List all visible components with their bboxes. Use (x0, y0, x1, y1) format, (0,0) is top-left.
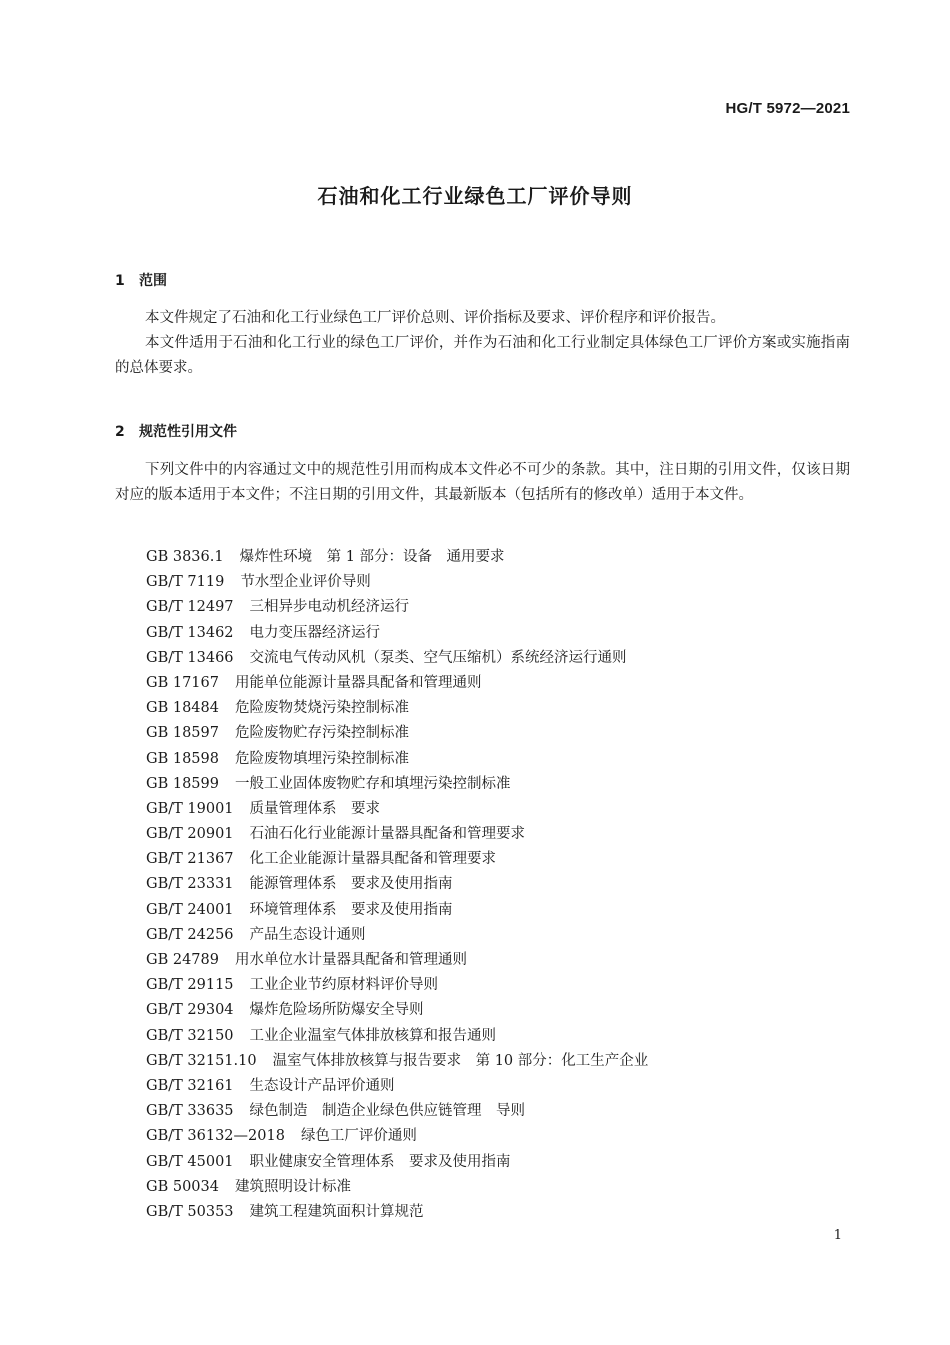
reference-code: GB/T 19001 (146, 800, 234, 817)
reference-item (146, 822, 648, 847)
reference-code: GB/T 12497 (146, 599, 234, 616)
reference-code: GB/T 33635 (146, 1103, 234, 1120)
reference-title: 电力变压器经济运行 (249, 624, 381, 641)
reference-item (146, 570, 648, 595)
reference-code: GB 18598 (146, 750, 219, 767)
reference-item (146, 1150, 648, 1175)
reference-item (146, 545, 648, 570)
reference-code: GB/T 7119 (146, 574, 225, 591)
reference-item (146, 1124, 648, 1149)
reference-item (146, 1175, 648, 1200)
reference-code: GB/T 21367 (146, 851, 234, 868)
reference-code: GB/T 29115 (146, 977, 234, 994)
reference-title: 建筑工程建筑面积计算规范 (249, 1203, 424, 1220)
section-number: 2 (115, 424, 125, 440)
reference-item (146, 646, 648, 671)
reference-title: 绿色制造 制造企业绿色供应链管理 导则 (249, 1103, 526, 1120)
reference-code: GB/T 24256 (146, 926, 234, 943)
reference-code: GB/T 24001 (146, 901, 234, 918)
reference-title: 质量管理体系 要求 (249, 800, 381, 817)
reference-item (146, 948, 648, 973)
page-number: 1 (833, 1228, 842, 1243)
reference-item (146, 973, 648, 998)
reference-title: 危险废物贮存污染控制标准 (234, 725, 409, 742)
reference-title: 工业企业温室气体排放核算和报告通则 (249, 1027, 497, 1044)
reference-title: 能源管理体系 要求及使用指南 (249, 876, 453, 893)
reference-item (146, 772, 648, 797)
paragraph: 下列文件中的内容通过文中的规范性引用而构成本文件必不可少的条款。其中，注日期的引用文件，仅该日期对应的版本适用于本文件；不注日期的引用文件，其最新版本（包括所有的修改单）适用于本文件。 (115, 462, 850, 503)
reference-code: GB 3836.1 (146, 549, 224, 565)
reference-item (146, 998, 648, 1023)
reference-title: 爆炸性环境 第 1 部分：设备 通用要求 (239, 549, 505, 565)
reference-item (146, 847, 648, 872)
reference-title: 用水单位水计量器具配备和管理通则 (234, 952, 467, 968)
reference-title: 石油石化行业能源计量器具配备和管理要求 (249, 826, 526, 843)
reference-code: GB/T 13466 (146, 649, 234, 666)
reference-code: GB 50034 (146, 1178, 219, 1195)
reference-item (146, 1074, 648, 1099)
reference-item (146, 1099, 648, 1124)
reference-code: GB/T 32150 (146, 1027, 234, 1044)
reference-title: 交流电气传动风机（泵类、空气压缩机）系统经济运行通则 (249, 649, 627, 666)
reference-item (146, 671, 648, 696)
reference-code: GB/T 50353 (146, 1203, 234, 1220)
reference-code: GB/T 29304 (146, 1002, 234, 1019)
reference-item (146, 1049, 648, 1074)
reference-item (146, 1200, 648, 1225)
document-title: 石油和化工行业绿色工厂评价导则 (317, 184, 633, 208)
reference-code: GB/T 45001 (146, 1153, 234, 1170)
reference-title: 生态设计产品评价通则 (249, 1077, 395, 1094)
reference-item (146, 1024, 648, 1049)
reference-item (146, 595, 648, 620)
reference-code: GB 18599 (146, 775, 219, 792)
reference-code: GB 17167 (146, 674, 219, 691)
reference-title: 三相异步电动机经济运行 (249, 599, 410, 616)
reference-code: GB/T 36132—2018 (146, 1128, 285, 1145)
section-heading-scope (115, 270, 167, 290)
paragraph: 本文件适用于石油和化工行业的绿色工厂评价，并作为石油和化工行业制定具体绿色工厂评价方案或实施指南的总体要求。 (115, 335, 850, 376)
reference-code: GB 18484 (146, 700, 219, 717)
reference-item (146, 747, 648, 772)
reference-title: 危险废物填埋污染控制标准 (234, 750, 409, 767)
reference-code: GB/T 20901 (146, 826, 234, 843)
reference-item (146, 898, 648, 923)
reference-title: 爆炸危险场所防爆安全导则 (249, 1002, 424, 1019)
reference-title: 节水型企业评价导则 (240, 574, 371, 591)
standard-code: HG/T 5972—2021 (725, 100, 850, 117)
reference-item (146, 872, 648, 897)
reference-title: 环境管理体系 要求及使用指南 (249, 901, 453, 918)
reference-code: GB/T 32151.10 (146, 1052, 257, 1069)
reference-title: 职业健康安全管理体系 要求及使用指南 (249, 1153, 511, 1170)
reference-title: 一般工业固体废物贮存和填埋污染控制标准 (234, 775, 511, 792)
reference-code: GB 24789 (146, 952, 219, 968)
reference-list (146, 545, 648, 1225)
reference-title: 工业企业节约原材料评价导则 (249, 977, 439, 994)
reference-title: 化工企业能源计量器具配备和管理要求 (249, 851, 497, 868)
section-number: 1 (115, 273, 125, 289)
section-heading-normative-references (115, 421, 237, 441)
paragraph: 本文件规定了石油和化工行业绿色工厂评价总则、评价指标及要求、评价程序和评价报告。 (145, 310, 725, 326)
reference-item (146, 721, 648, 746)
section-title: 规范性引用文件 (139, 424, 237, 440)
reference-title: 用能单位能源计量器具配备和管理通则 (234, 674, 482, 691)
reference-item (146, 621, 648, 646)
reference-title: 绿色工厂评价通则 (300, 1128, 417, 1145)
reference-title: 产品生态设计通则 (249, 926, 366, 943)
reference-item (146, 797, 648, 822)
reference-item (146, 696, 648, 721)
reference-code: GB/T 32161 (146, 1077, 234, 1094)
reference-code: GB/T 13462 (146, 624, 234, 641)
reference-title: 建筑照明设计标准 (234, 1178, 351, 1195)
section-title: 范围 (139, 273, 167, 289)
reference-title: 危险废物焚烧污染控制标准 (234, 700, 409, 717)
reference-code: GB/T 23331 (146, 876, 234, 893)
reference-code: GB 18597 (146, 725, 219, 742)
reference-title: 温室气体排放核算与报告要求 第 10 部分：化工生产企业 (272, 1052, 649, 1069)
reference-item (146, 923, 648, 948)
